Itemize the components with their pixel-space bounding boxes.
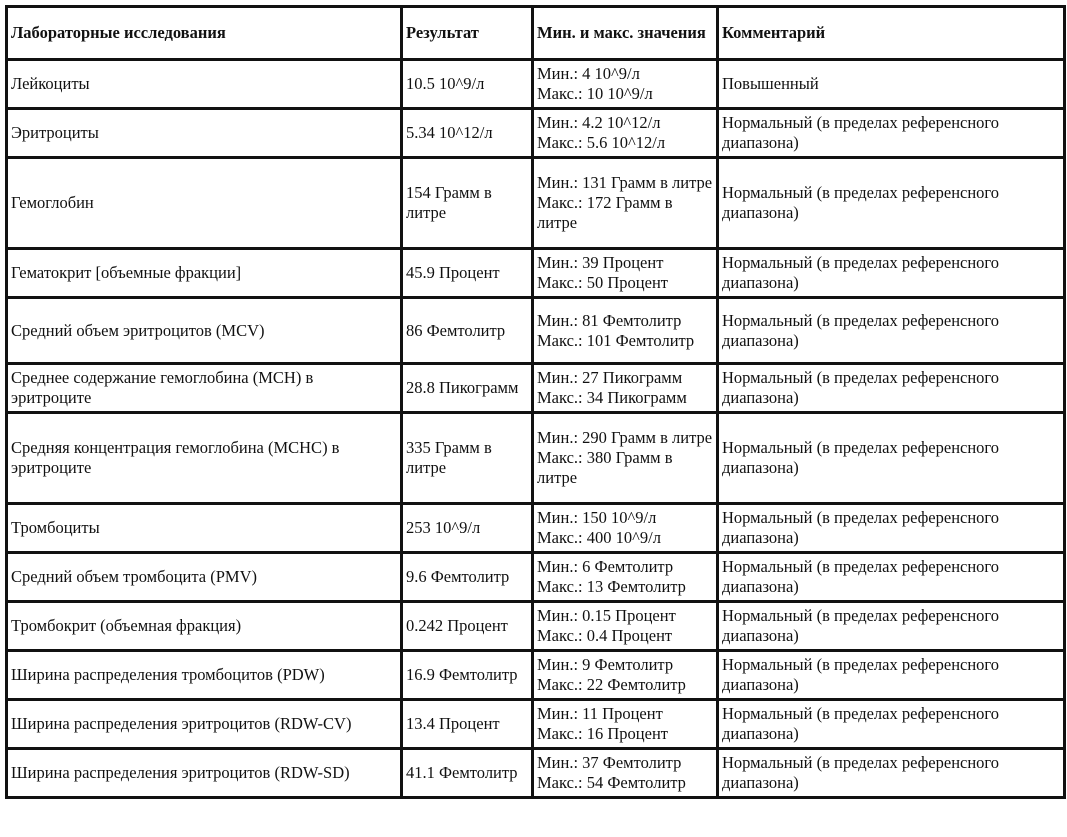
range-min: Мин.: 9 Фемтолитр — [537, 655, 674, 674]
cell-test: Гематокрит [объемные фракции] — [7, 249, 402, 298]
cell-comment: Повышенный — [718, 60, 1065, 109]
cell-range — [533, 298, 718, 364]
cell-range — [533, 553, 718, 602]
cell-comment: Нормальный (в пределах референсного диапазона) — [718, 553, 1065, 602]
lab-results-table — [5, 5, 1066, 799]
cell-result: 28.8 Пикограмм — [402, 364, 533, 413]
cell-result: 5.34 10^12/л — [402, 109, 533, 158]
table-row — [7, 602, 1065, 651]
header-result: Результат — [402, 7, 533, 60]
cell-comment: Нормальный (в пределах референсного диапазона) — [718, 602, 1065, 651]
cell-range — [533, 700, 718, 749]
range-min: Мин.: 0.15 Процент — [537, 606, 676, 625]
cell-test: Средняя концентрация гемоглобина (MCHC) в эритроците — [7, 413, 402, 504]
table-row — [7, 413, 1065, 504]
cell-range — [533, 60, 718, 109]
cell-range — [533, 413, 718, 504]
range-max: Макс.: 10 10^9/л — [537, 84, 653, 103]
cell-comment: Нормальный (в пределах референсного диапазона) — [718, 504, 1065, 553]
table-row — [7, 504, 1065, 553]
range-min: Мин.: 131 Грамм в литре — [537, 173, 713, 192]
cell-test: Ширина распределения эритроцитов (RDW-SD) — [7, 749, 402, 798]
cell-test: Тромбокрит (объемная фракция) — [7, 602, 402, 651]
header-range: Мин. и макс. значения — [533, 7, 718, 60]
table-row — [7, 651, 1065, 700]
range-min: Мин.: 290 Грамм в литре — [537, 428, 713, 447]
cell-test: Ширина распределения тромбоцитов (PDW) — [7, 651, 402, 700]
cell-range — [533, 109, 718, 158]
range-min: Мин.: 4.2 10^12/л — [537, 113, 661, 132]
table-row — [7, 249, 1065, 298]
cell-result: 335 Грамм в литре — [402, 413, 533, 504]
cell-comment: Нормальный (в пределах референсного диапазона) — [718, 158, 1065, 249]
range-max: Макс.: 50 Процент — [537, 273, 668, 292]
range-max: Макс.: 172 Грамм в литре — [537, 193, 673, 232]
cell-test: Средний объем эритроцитов (MCV) — [7, 298, 402, 364]
table-row — [7, 364, 1065, 413]
table-row — [7, 298, 1065, 364]
cell-comment: Нормальный (в пределах референсного диапазона) — [718, 700, 1065, 749]
cell-result: 253 10^9/л — [402, 504, 533, 553]
cell-test: Гемоглобин — [7, 158, 402, 249]
cell-comment: Нормальный (в пределах референсного диапазона) — [718, 298, 1065, 364]
range-max: Макс.: 34 Пикограмм — [537, 388, 687, 407]
table-row — [7, 700, 1065, 749]
cell-test: Средний объем тромбоцита (PMV) — [7, 553, 402, 602]
range-min: Мин.: 39 Процент — [537, 253, 664, 272]
table-row — [7, 60, 1065, 109]
cell-comment: Нормальный (в пределах референсного диапазона) — [718, 651, 1065, 700]
cell-result: 16.9 Фемтолитр — [402, 651, 533, 700]
range-min: Мин.: 4 10^9/л — [537, 64, 640, 83]
table-row — [7, 749, 1065, 798]
cell-result: 41.1 Фемтолитр — [402, 749, 533, 798]
cell-range — [533, 364, 718, 413]
table-row — [7, 553, 1065, 602]
cell-result: 45.9 Процент — [402, 249, 533, 298]
range-min: Мин.: 11 Процент — [537, 704, 663, 723]
cell-test: Эритроциты — [7, 109, 402, 158]
range-max: Макс.: 5.6 10^12/л — [537, 133, 666, 152]
range-min: Мин.: 150 10^9/л — [537, 508, 657, 527]
cell-result: 86 Фемтолитр — [402, 298, 533, 364]
cell-range — [533, 158, 718, 249]
cell-range — [533, 602, 718, 651]
range-min: Мин.: 37 Фемтолитр — [537, 753, 682, 772]
range-max: Макс.: 380 Грамм в литре — [537, 448, 673, 487]
cell-result: 10.5 10^9/л — [402, 60, 533, 109]
header-row — [7, 7, 1065, 60]
cell-result: 13.4 Процент — [402, 700, 533, 749]
table-row — [7, 109, 1065, 158]
table-row — [7, 158, 1065, 249]
cell-result: 0.242 Процент — [402, 602, 533, 651]
cell-test: Ширина распределения эритроцитов (RDW-CV) — [7, 700, 402, 749]
table-body — [7, 60, 1065, 798]
range-max: Макс.: 101 Фемтолитр — [537, 330, 695, 350]
cell-test: Среднее содержание гемоглобина (MCH) в эритроците — [7, 364, 402, 413]
cell-result: 9.6 Фемтолитр — [402, 553, 533, 602]
cell-range — [533, 749, 718, 798]
range-max: Макс.: 54 Фемтолитр — [537, 773, 686, 792]
cell-range — [533, 249, 718, 298]
cell-comment: Нормальный (в пределах референсного диапазона) — [718, 109, 1065, 158]
range-max: Макс.: 400 10^9/л — [537, 528, 661, 547]
cell-comment: Нормальный (в пределах референсного диапазона) — [718, 249, 1065, 298]
range-max: Макс.: 0.4 Процент — [537, 626, 673, 645]
range-min: Мин.: 27 Пикограмм — [537, 368, 683, 387]
range-max: Макс.: 22 Фемтолитр — [537, 675, 686, 694]
range-min: Мин.: 6 Фемтолитр — [537, 557, 674, 576]
cell-test: Лейкоциты — [7, 60, 402, 109]
cell-comment: Нормальный (в пределах референсного диапазона) — [718, 413, 1065, 504]
range-max: Макс.: 16 Процент — [537, 724, 668, 743]
range-max: Макс.: 13 Фемтолитр — [537, 577, 686, 596]
cell-comment: Нормальный (в пределах референсного диапазона) — [718, 749, 1065, 798]
header-test: Лабораторные исследования — [7, 7, 402, 60]
range-min: Мин.: 81 Фемтолитр — [537, 310, 682, 330]
cell-comment: Нормальный (в пределах референсного диапазона) — [718, 364, 1065, 413]
cell-range — [533, 651, 718, 700]
header-comment: Комментарий — [718, 7, 1065, 60]
cell-test: Тромбоциты — [7, 504, 402, 553]
cell-range — [533, 504, 718, 553]
cell-result: 154 Грамм в литре — [402, 158, 533, 249]
